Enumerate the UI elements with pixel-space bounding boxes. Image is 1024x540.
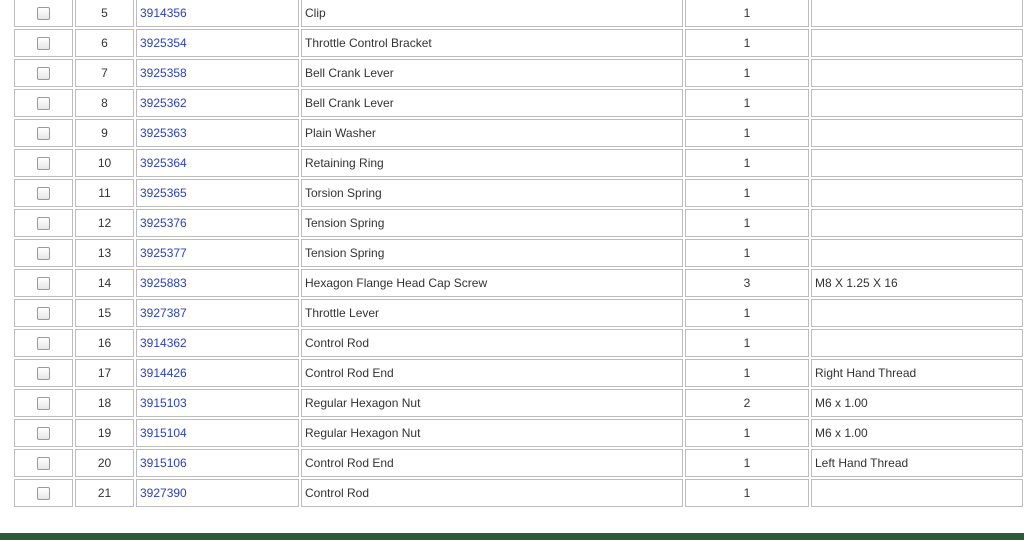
description-cell: Bell Crank Lever — [300, 58, 684, 88]
item-number-cell: 12 — [74, 208, 135, 238]
table-row — [13, 88, 1024, 118]
part-number-cell — [135, 268, 300, 298]
part-number-cell — [135, 58, 300, 88]
part-number-link[interactable]: 3925362 — [140, 96, 187, 110]
select-cell — [13, 0, 74, 28]
part-number-link[interactable]: 3914356 — [140, 6, 187, 20]
part-number-link[interactable]: 3925354 — [140, 36, 187, 50]
item-number-cell: 8 — [74, 88, 135, 118]
notes-cell — [810, 58, 1024, 88]
parts-table — [13, 0, 1024, 508]
select-cell — [13, 28, 74, 58]
table-row — [13, 268, 1024, 298]
part-number-link[interactable]: 3915106 — [140, 456, 187, 470]
part-number-link[interactable]: 3925365 — [140, 186, 187, 200]
select-cell — [13, 58, 74, 88]
row-checkbox[interactable] — [37, 247, 50, 260]
item-number-cell: 15 — [74, 298, 135, 328]
item-number-cell: 16 — [74, 328, 135, 358]
select-cell — [13, 88, 74, 118]
row-checkbox[interactable] — [37, 67, 50, 80]
item-number-cell: 10 — [74, 148, 135, 178]
quantity-cell: 1 — [684, 298, 810, 328]
select-cell — [13, 298, 74, 328]
part-number-cell — [135, 178, 300, 208]
part-number-cell — [135, 298, 300, 328]
item-number-cell: 21 — [74, 478, 135, 508]
part-number-link[interactable]: 3925377 — [140, 246, 187, 260]
row-checkbox[interactable] — [37, 367, 50, 380]
part-number-link[interactable]: 3915104 — [140, 426, 187, 440]
part-number-link[interactable]: 3914426 — [140, 366, 187, 380]
row-checkbox[interactable] — [37, 487, 50, 500]
description-cell: Tension Spring — [300, 208, 684, 238]
footer-bar — [0, 533, 1024, 540]
notes-cell — [810, 328, 1024, 358]
part-number-link[interactable]: 3927390 — [140, 486, 187, 500]
part-number-cell — [135, 28, 300, 58]
notes-cell — [810, 298, 1024, 328]
row-checkbox[interactable] — [37, 337, 50, 350]
description-cell: Throttle Control Bracket — [300, 28, 684, 58]
table-row — [13, 118, 1024, 148]
part-number-link[interactable]: 3925363 — [140, 126, 187, 140]
description-cell: Regular Hexagon Nut — [300, 418, 684, 448]
quantity-cell: 1 — [684, 88, 810, 118]
part-number-link[interactable]: 3914362 — [140, 336, 187, 350]
notes-cell — [810, 478, 1024, 508]
notes-cell: M6 x 1.00 — [810, 418, 1024, 448]
part-number-cell — [135, 448, 300, 478]
select-cell — [13, 328, 74, 358]
part-number-cell — [135, 118, 300, 148]
quantity-cell: 1 — [684, 118, 810, 148]
part-number-cell — [135, 238, 300, 268]
notes-cell — [810, 118, 1024, 148]
part-number-link[interactable]: 3925376 — [140, 216, 187, 230]
table-row — [13, 208, 1024, 238]
part-number-link[interactable]: 3927387 — [140, 306, 187, 320]
quantity-cell: 1 — [684, 178, 810, 208]
table-row — [13, 0, 1024, 28]
notes-cell: M8 X 1.25 X 16 — [810, 268, 1024, 298]
item-number-cell: 20 — [74, 448, 135, 478]
description-cell: Clip — [300, 0, 684, 28]
parts-table-body — [13, 0, 1024, 508]
notes-cell — [810, 208, 1024, 238]
left-margin — [0, 0, 13, 533]
part-number-cell — [135, 388, 300, 418]
quantity-cell: 1 — [684, 448, 810, 478]
notes-cell — [810, 0, 1024, 28]
description-cell: Control Rod End — [300, 358, 684, 388]
quantity-cell: 1 — [684, 148, 810, 178]
select-cell — [13, 208, 74, 238]
table-row — [13, 358, 1024, 388]
item-number-cell: 14 — [74, 268, 135, 298]
item-number-cell: 7 — [74, 58, 135, 88]
row-checkbox[interactable] — [37, 307, 50, 320]
quantity-cell: 1 — [684, 58, 810, 88]
description-cell: Bell Crank Lever — [300, 88, 684, 118]
item-number-cell: 9 — [74, 118, 135, 148]
row-checkbox[interactable] — [37, 187, 50, 200]
row-checkbox[interactable] — [37, 157, 50, 170]
notes-cell — [810, 178, 1024, 208]
row-checkbox[interactable] — [37, 427, 50, 440]
table-row — [13, 238, 1024, 268]
notes-cell — [810, 28, 1024, 58]
select-cell — [13, 478, 74, 508]
description-cell: Control Rod End — [300, 448, 684, 478]
part-number-cell — [135, 88, 300, 118]
select-cell — [13, 148, 74, 178]
part-number-cell — [135, 0, 300, 28]
row-checkbox[interactable] — [37, 217, 50, 230]
part-number-cell — [135, 478, 300, 508]
select-cell — [13, 388, 74, 418]
item-number-cell: 19 — [74, 418, 135, 448]
row-checkbox[interactable] — [37, 457, 50, 470]
item-number-cell: 13 — [74, 238, 135, 268]
notes-cell — [810, 148, 1024, 178]
select-cell — [13, 448, 74, 478]
part-number-cell — [135, 328, 300, 358]
select-cell — [13, 358, 74, 388]
description-cell: Throttle Lever — [300, 298, 684, 328]
part-number-link[interactable]: 3915103 — [140, 396, 187, 410]
table-row — [13, 28, 1024, 58]
part-number-cell — [135, 358, 300, 388]
table-row — [13, 478, 1024, 508]
part-number-link[interactable]: 3925883 — [140, 276, 187, 290]
select-cell — [13, 178, 74, 208]
description-cell: Hexagon Flange Head Cap Screw — [300, 268, 684, 298]
quantity-cell: 1 — [684, 328, 810, 358]
quantity-cell: 3 — [684, 268, 810, 298]
part-number-cell — [135, 208, 300, 238]
description-cell: Plain Washer — [300, 118, 684, 148]
table-row — [13, 448, 1024, 478]
row-checkbox[interactable] — [37, 7, 50, 20]
part-number-cell — [135, 418, 300, 448]
select-cell — [13, 238, 74, 268]
item-number-cell: 17 — [74, 358, 135, 388]
notes-cell: Left Hand Thread — [810, 448, 1024, 478]
part-number-cell — [135, 148, 300, 178]
description-cell: Control Rod — [300, 478, 684, 508]
select-cell — [13, 268, 74, 298]
item-number-cell: 11 — [74, 178, 135, 208]
notes-cell: Right Hand Thread — [810, 358, 1024, 388]
description-cell: Retaining Ring — [300, 148, 684, 178]
description-cell: Torsion Spring — [300, 178, 684, 208]
quantity-cell: 1 — [684, 418, 810, 448]
quantity-cell: 1 — [684, 28, 810, 58]
select-cell — [13, 418, 74, 448]
quantity-cell: 1 — [684, 208, 810, 238]
description-cell: Regular Hexagon Nut — [300, 388, 684, 418]
item-number-cell: 5 — [74, 0, 135, 28]
quantity-cell: 2 — [684, 388, 810, 418]
table-row — [13, 388, 1024, 418]
part-number-link[interactable]: 3925364 — [140, 156, 187, 170]
notes-cell — [810, 88, 1024, 118]
table-row — [13, 178, 1024, 208]
quantity-cell: 1 — [684, 478, 810, 508]
item-number-cell: 18 — [74, 388, 135, 418]
description-cell: Control Rod — [300, 328, 684, 358]
quantity-cell: 1 — [684, 0, 810, 28]
part-number-link[interactable]: 3925358 — [140, 66, 187, 80]
table-row — [13, 328, 1024, 358]
row-checkbox[interactable] — [37, 37, 50, 50]
table-row — [13, 148, 1024, 178]
table-row — [13, 58, 1024, 88]
select-cell — [13, 118, 74, 148]
table-row — [13, 298, 1024, 328]
row-checkbox[interactable] — [37, 127, 50, 140]
notes-cell: M6 x 1.00 — [810, 388, 1024, 418]
description-cell: Tension Spring — [300, 238, 684, 268]
row-checkbox[interactable] — [37, 97, 50, 110]
item-number-cell: 6 — [74, 28, 135, 58]
quantity-cell: 1 — [684, 358, 810, 388]
table-row — [13, 418, 1024, 448]
row-checkbox[interactable] — [37, 277, 50, 290]
quantity-cell: 1 — [684, 238, 810, 268]
row-checkbox[interactable] — [37, 397, 50, 410]
notes-cell — [810, 238, 1024, 268]
